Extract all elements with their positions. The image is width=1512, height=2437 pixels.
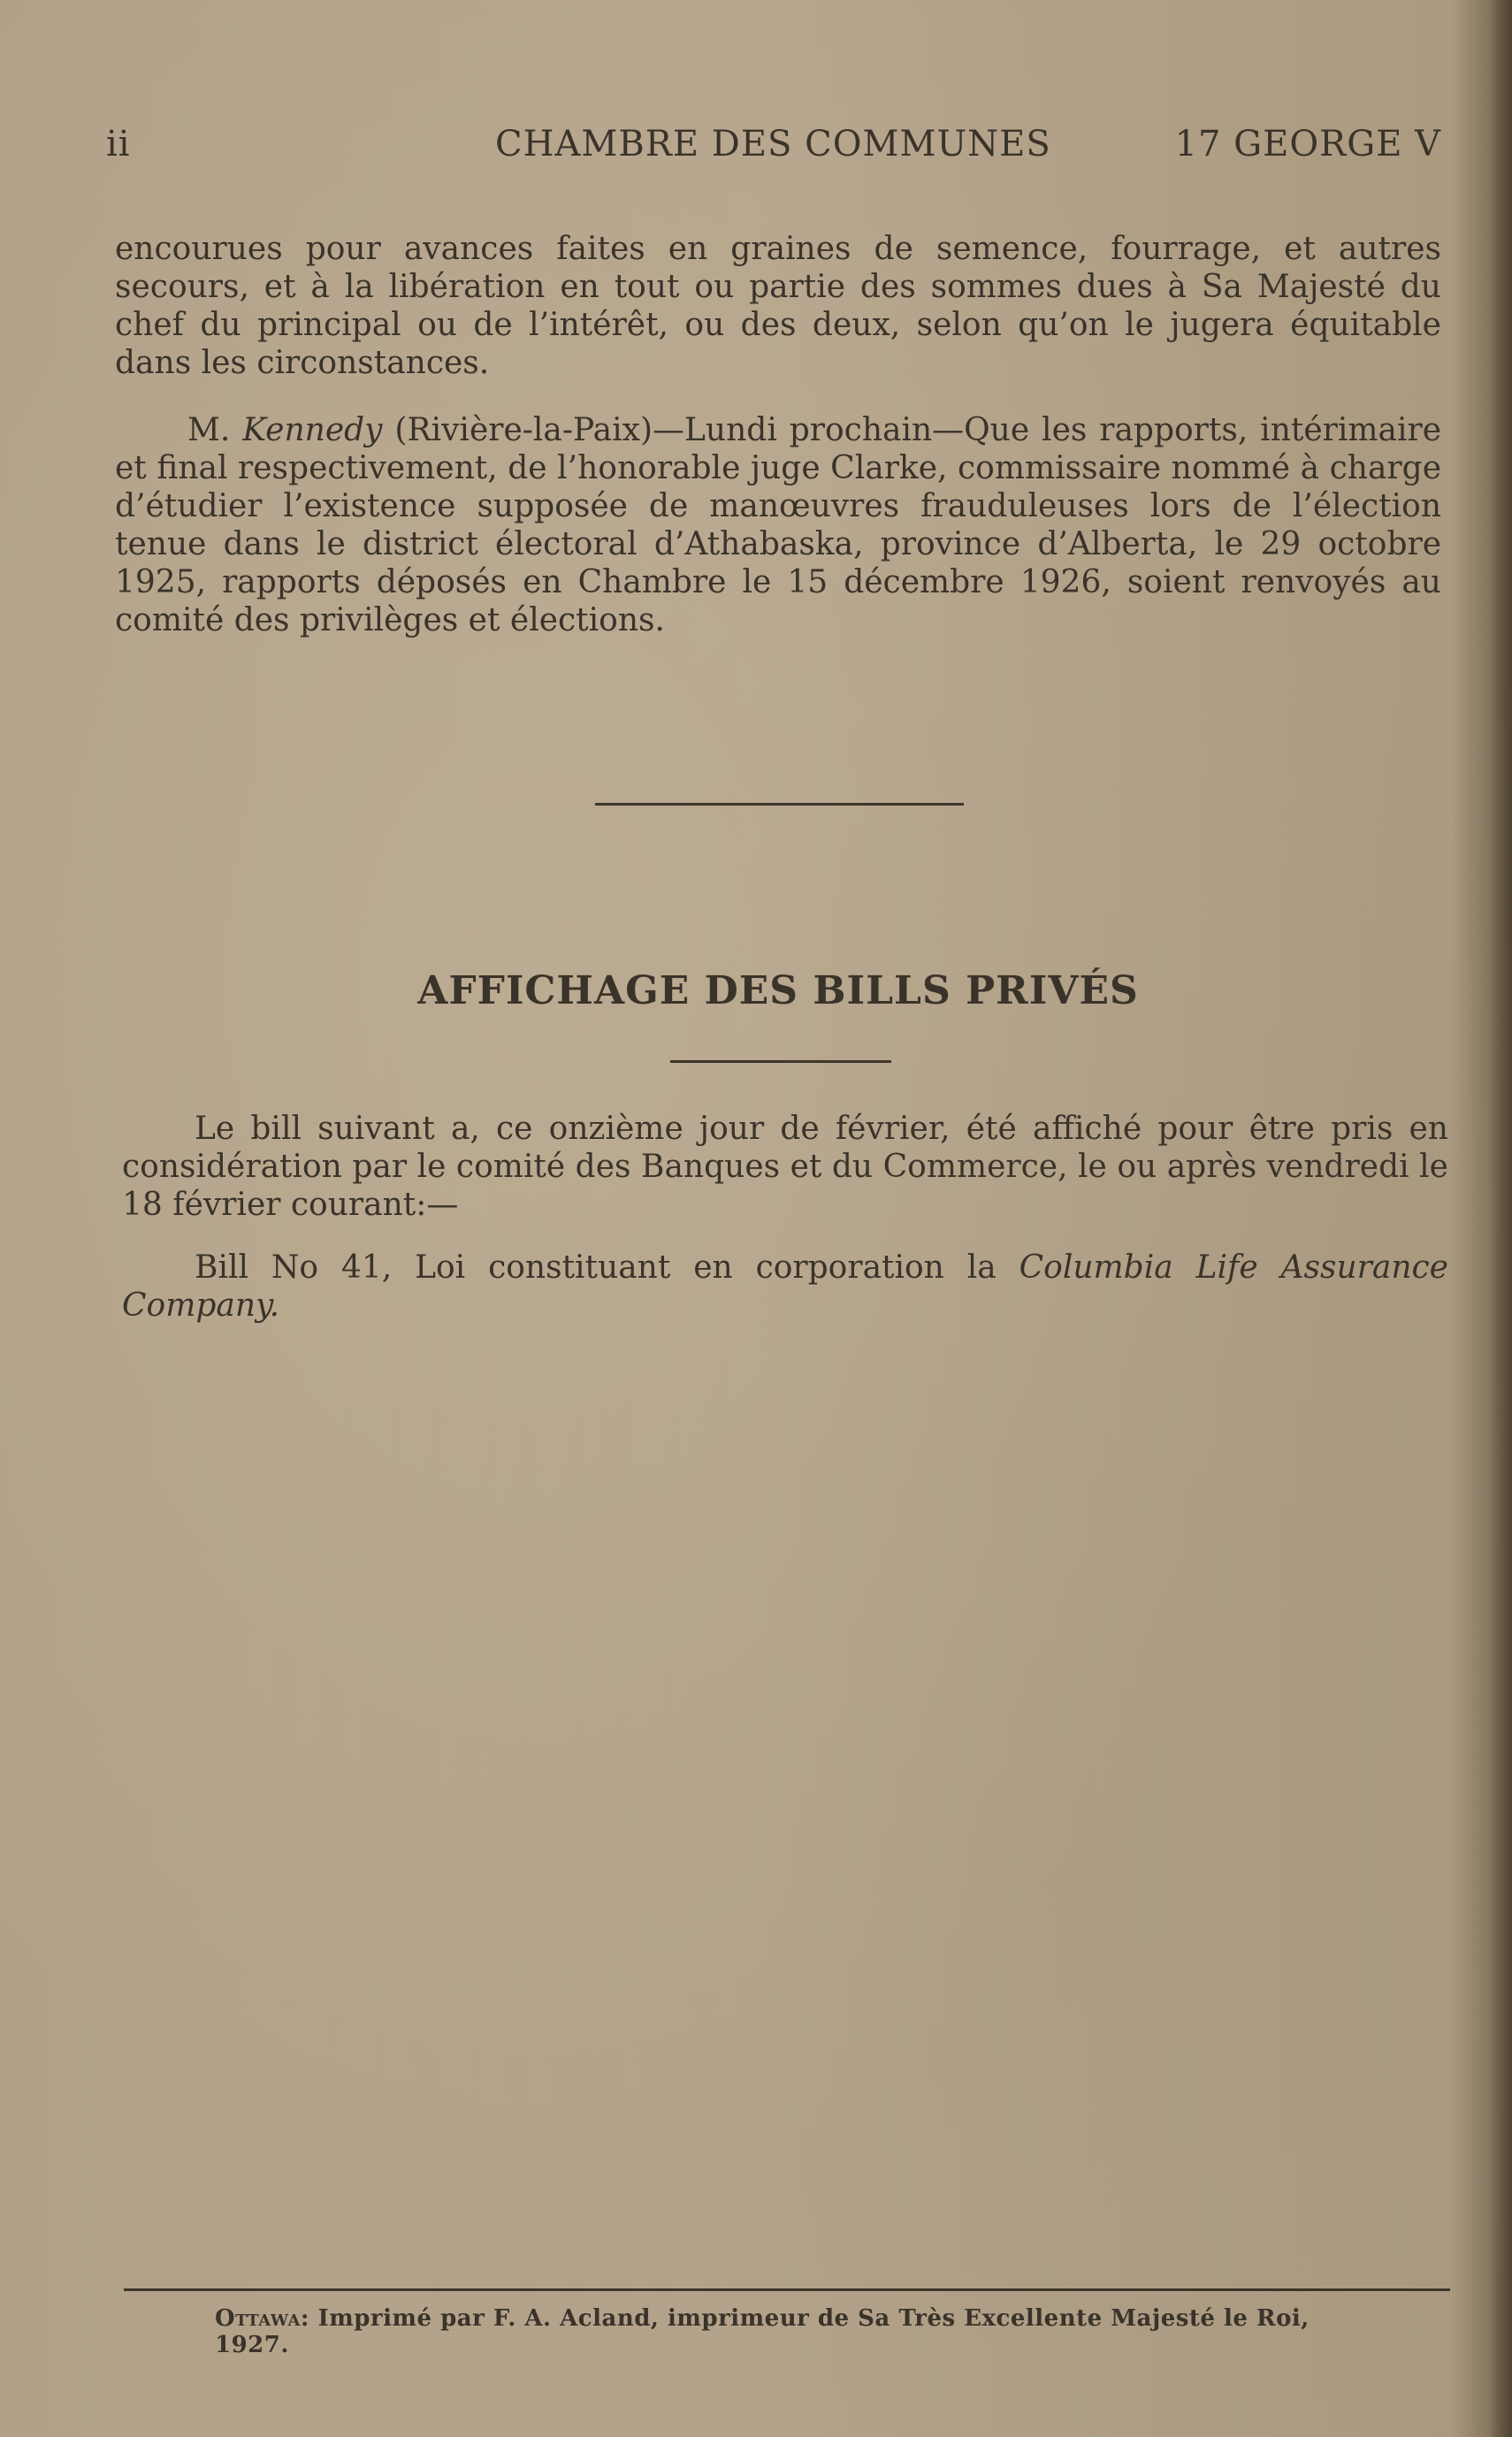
bill-company-name: Columbia Life Assurance Company.	[122, 1249, 1448, 1324]
paragraph-continuation: encourues pour avances faites en graines de semence, fourrage, et autres secours, et à la libération en tout ou partie des sommes dues à Sa Majesté du chef du principal ou de l’intérêt, ou des deux, selon qu’on le jugera équitable dans les circonstances.	[115, 231, 1441, 381]
motion-text: (Rivière-la-Paix)—Lundi prochain—Que les rapports, intérimaire et final respectivement, de l’honorable juge Clarke, commissaire nommé à charge d’étudier l’existence supposée de manœuvres frauduleuses lors de l’élection tenue dans le district électoral d’Athabaska, province d’Alberta, le 29 octobre 1925, rapports déposés en Chambre le 15 décembre 1926, soient renvoyés au comité des privilèges et élections.	[115, 412, 1441, 638]
honorific: M.	[187, 412, 231, 448]
page-header	[106, 124, 1441, 177]
header-session: 17 GEORGE V	[1174, 124, 1441, 164]
bill-text: Bill No 41, Loi constituant en corporation la	[195, 1249, 997, 1286]
paragraph-bill-notice: Le bill suivant a, ce onzième jour de février, été affiché pour être pris en considération par le comité des Banques et du Commerce, le ou après vendredi le 18 février courant:—	[122, 1111, 1448, 1223]
section-divider	[595, 803, 964, 806]
imprint-text: : Imprimé par F. A. Acland, imprimeur de Sa Très Excellente Majesté le Roi, 1927.	[215, 2305, 1310, 2358]
printer-imprint	[215, 2305, 1364, 2358]
heading-underline	[670, 1060, 891, 1063]
imprint-place: Ottawa	[215, 2305, 301, 2332]
header-title: CHAMBRE DES COMMUNES	[495, 124, 1051, 164]
section-heading: AFFICHAGE DES BILLS PRIVÉS	[417, 968, 1139, 1013]
paragraph-kennedy-motion	[115, 411, 1441, 639]
paragraph-bill-entry	[122, 1249, 1448, 1325]
member-name: Kennedy	[242, 412, 383, 448]
page-number: ii	[106, 124, 131, 164]
footer-rule	[124, 2288, 1450, 2291]
page-edge-shadow	[1489, 0, 1512, 2437]
